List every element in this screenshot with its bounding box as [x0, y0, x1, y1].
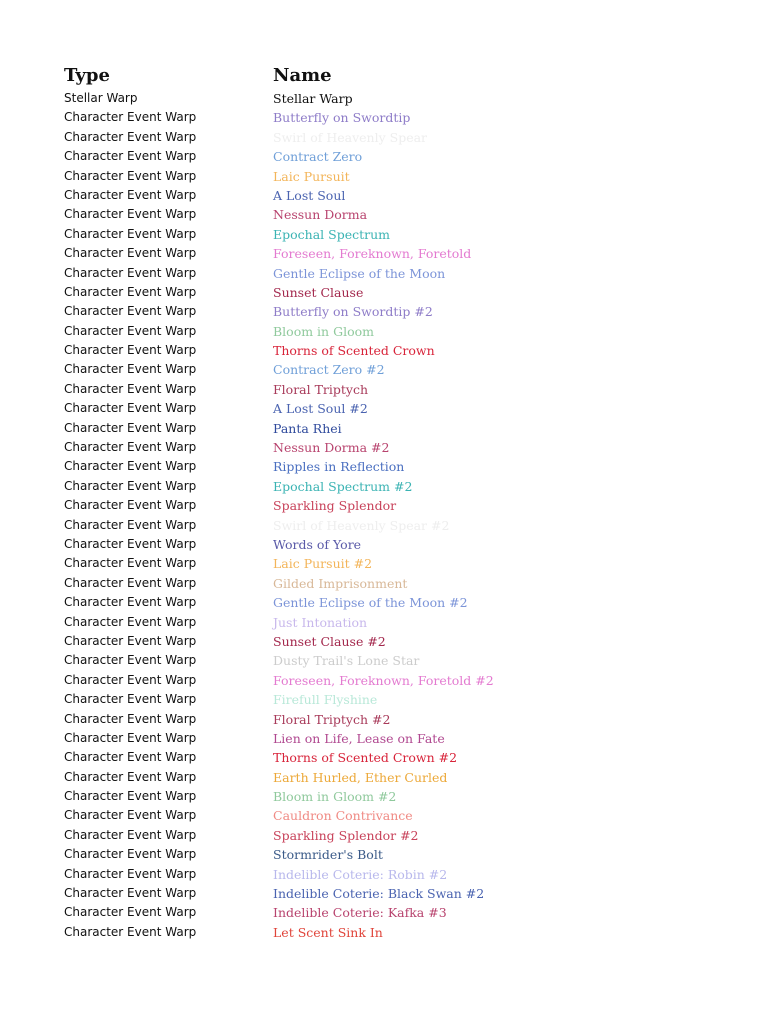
table-row	[0, 806, 768, 825]
table-row	[0, 380, 768, 399]
table-row	[0, 360, 768, 379]
table-row	[0, 244, 768, 263]
warp-type: Character Event Warp	[64, 440, 197, 455]
warp-name: Swirl of Heavenly Spear #2	[273, 517, 450, 533]
warp-name: Indelible Coterie: Kafka #3	[273, 905, 447, 921]
warp-name: Contract Zero #2	[273, 362, 385, 378]
warp-name: Bloom in Gloom	[273, 323, 374, 339]
warp-name: Nessun Dorma #2	[273, 440, 390, 456]
warp-type: Character Event Warp	[64, 517, 197, 532]
warp-name: Sunset Clause	[273, 284, 364, 300]
warp-type: Stellar Warp	[64, 91, 138, 105]
warp-type: Character Event Warp	[64, 381, 197, 396]
warp-type: Character Event Warp	[64, 730, 197, 745]
warp-name: Butterfly on Swordtip	[273, 110, 411, 126]
warp-name: Indelible Coterie: Black Swan #2	[273, 886, 485, 902]
warp-type: Character Event Warp	[64, 769, 197, 784]
warp-name: Stellar Warp	[273, 91, 353, 106]
warp-type: Character Event Warp	[64, 905, 197, 920]
table-row	[0, 128, 768, 147]
table-row	[0, 283, 768, 302]
warp-name: Gentle Eclipse of the Moon #2	[273, 595, 468, 611]
table-row	[0, 826, 768, 845]
warp-type: Character Event Warp	[64, 750, 197, 765]
table-row	[0, 710, 768, 729]
warp-type: Character Event Warp	[64, 633, 197, 648]
warp-name: Sparkling Splendor #2	[273, 827, 419, 843]
table-row	[0, 787, 768, 806]
warp-type: Character Event Warp	[64, 401, 197, 416]
warp-type: Character Event Warp	[64, 536, 197, 551]
warp-name: Just Intonation	[273, 614, 368, 630]
table-row	[0, 748, 768, 767]
table-row	[0, 477, 768, 496]
table-row	[0, 264, 768, 283]
table-row	[0, 632, 768, 651]
warp-name: Epochal Spectrum	[273, 226, 390, 242]
warp-name: Butterfly on Swordtip #2	[273, 304, 433, 320]
table-row	[0, 574, 768, 593]
warp-name: Gentle Eclipse of the Moon	[273, 265, 446, 281]
warp-type: Character Event Warp	[64, 420, 197, 435]
warp-name: Floral Triptych	[273, 381, 369, 397]
warp-name: Laic Pursuit #2	[273, 556, 373, 572]
table-row	[0, 89, 768, 108]
warp-name: Contract Zero	[273, 149, 363, 165]
warp-type: Character Event Warp	[64, 847, 197, 862]
table-row	[0, 167, 768, 186]
warp-type: Character Event Warp	[64, 110, 197, 125]
table-row	[0, 671, 768, 690]
warp-name: A Lost Soul #2	[273, 401, 368, 417]
warp-name: Cauldron Contrivance	[273, 808, 413, 824]
table-row	[0, 147, 768, 166]
table-row	[0, 399, 768, 418]
table-row	[0, 496, 768, 515]
table-row	[0, 845, 768, 864]
warp-name: Thorns of Scented Crown #2	[273, 750, 458, 766]
warp-type: Character Event Warp	[64, 498, 197, 513]
table-row	[0, 438, 768, 457]
table-row	[0, 651, 768, 670]
warp-type: Character Event Warp	[64, 304, 197, 319]
warp-type: Character Event Warp	[64, 924, 197, 939]
warp-type: Character Event Warp	[64, 207, 197, 222]
warp-name: Words of Yore	[273, 536, 362, 552]
warp-name: Nessun Dorma	[273, 207, 368, 223]
warp-list	[0, 89, 768, 942]
warp-name: Sparkling Splendor	[273, 498, 397, 514]
warp-type: Character Event Warp	[64, 129, 197, 144]
warp-type: Character Event Warp	[64, 168, 197, 183]
warp-type: Character Event Warp	[64, 556, 197, 571]
table-row	[0, 322, 768, 341]
warp-type: Character Event Warp	[64, 808, 197, 823]
warp-type: Character Event Warp	[64, 711, 197, 726]
warp-type: Character Event Warp	[64, 653, 197, 668]
table-row	[0, 690, 768, 709]
warp-name: Indelible Coterie: Robin #2	[273, 866, 448, 882]
warp-type: Character Event Warp	[64, 226, 197, 241]
warp-name: Bloom in Gloom #2	[273, 789, 397, 805]
warp-type: Character Event Warp	[64, 478, 197, 493]
warp-name: Sunset Clause #2	[273, 633, 386, 649]
warp-name: Epochal Spectrum #2	[273, 478, 413, 494]
table-row	[0, 535, 768, 554]
warp-name: Firefull Flyshine	[273, 692, 378, 708]
table-row	[0, 302, 768, 321]
table-row	[0, 516, 768, 535]
warp-name: Floral Triptych #2	[273, 711, 391, 727]
table-row	[0, 884, 768, 903]
warp-type: Character Event Warp	[64, 575, 197, 590]
warp-type: Character Event Warp	[64, 362, 197, 377]
warp-name: Foreseen, Foreknown, Foretold #2	[273, 672, 494, 688]
warp-name: A Lost Soul	[273, 187, 346, 203]
table-row	[0, 186, 768, 205]
warp-type: Character Event Warp	[64, 866, 197, 881]
warp-type: Character Event Warp	[64, 595, 197, 610]
warp-type: Character Event Warp	[64, 343, 197, 358]
column-header-type: Type	[64, 65, 110, 86]
warp-name: Lien on Life, Lease on Fate	[273, 730, 445, 746]
warp-name: Stormrider's Bolt	[273, 847, 383, 863]
warp-type: Character Event Warp	[64, 187, 197, 202]
table-row	[0, 768, 768, 787]
table-row	[0, 225, 768, 244]
warp-type: Character Event Warp	[64, 789, 197, 804]
warp-type: Character Event Warp	[64, 672, 197, 687]
warp-type: Character Event Warp	[64, 459, 197, 474]
warp-name: Ripples in Reflection	[273, 459, 405, 475]
warp-name: Dusty Trail's Lone Star	[273, 653, 420, 669]
table-row	[0, 108, 768, 127]
table-row	[0, 554, 768, 573]
warp-name: Foreseen, Foreknown, Foretold	[273, 246, 472, 262]
table-row	[0, 593, 768, 612]
table-row	[0, 613, 768, 632]
warp-type: Character Event Warp	[64, 265, 197, 280]
column-header-name: Name	[273, 65, 332, 86]
warp-type: Character Event Warp	[64, 284, 197, 299]
table-row	[0, 457, 768, 476]
table-row	[0, 865, 768, 884]
warp-name: Let Scent Sink In	[273, 924, 383, 940]
table-row	[0, 341, 768, 360]
warp-type: Character Event Warp	[64, 614, 197, 629]
warp-type: Character Event Warp	[64, 323, 197, 338]
table-row	[0, 419, 768, 438]
warp-name: Thorns of Scented Crown	[273, 343, 435, 359]
warp-name: Panta Rhei	[273, 420, 342, 436]
warp-name: Gilded Imprisonment	[273, 575, 408, 591]
table-row	[0, 923, 768, 942]
table-row	[0, 205, 768, 224]
table-row	[0, 729, 768, 748]
warp-name: Laic Pursuit	[273, 168, 350, 184]
warp-type: Character Event Warp	[64, 827, 197, 842]
table-row	[0, 903, 768, 922]
warp-type: Character Event Warp	[64, 149, 197, 164]
warp-type: Character Event Warp	[64, 692, 197, 707]
warp-type: Character Event Warp	[64, 886, 197, 901]
warp-name: Earth Hurled, Ether Curled	[273, 769, 448, 785]
warp-name: Swirl of Heavenly Spear	[273, 129, 428, 145]
warp-type: Character Event Warp	[64, 246, 197, 261]
